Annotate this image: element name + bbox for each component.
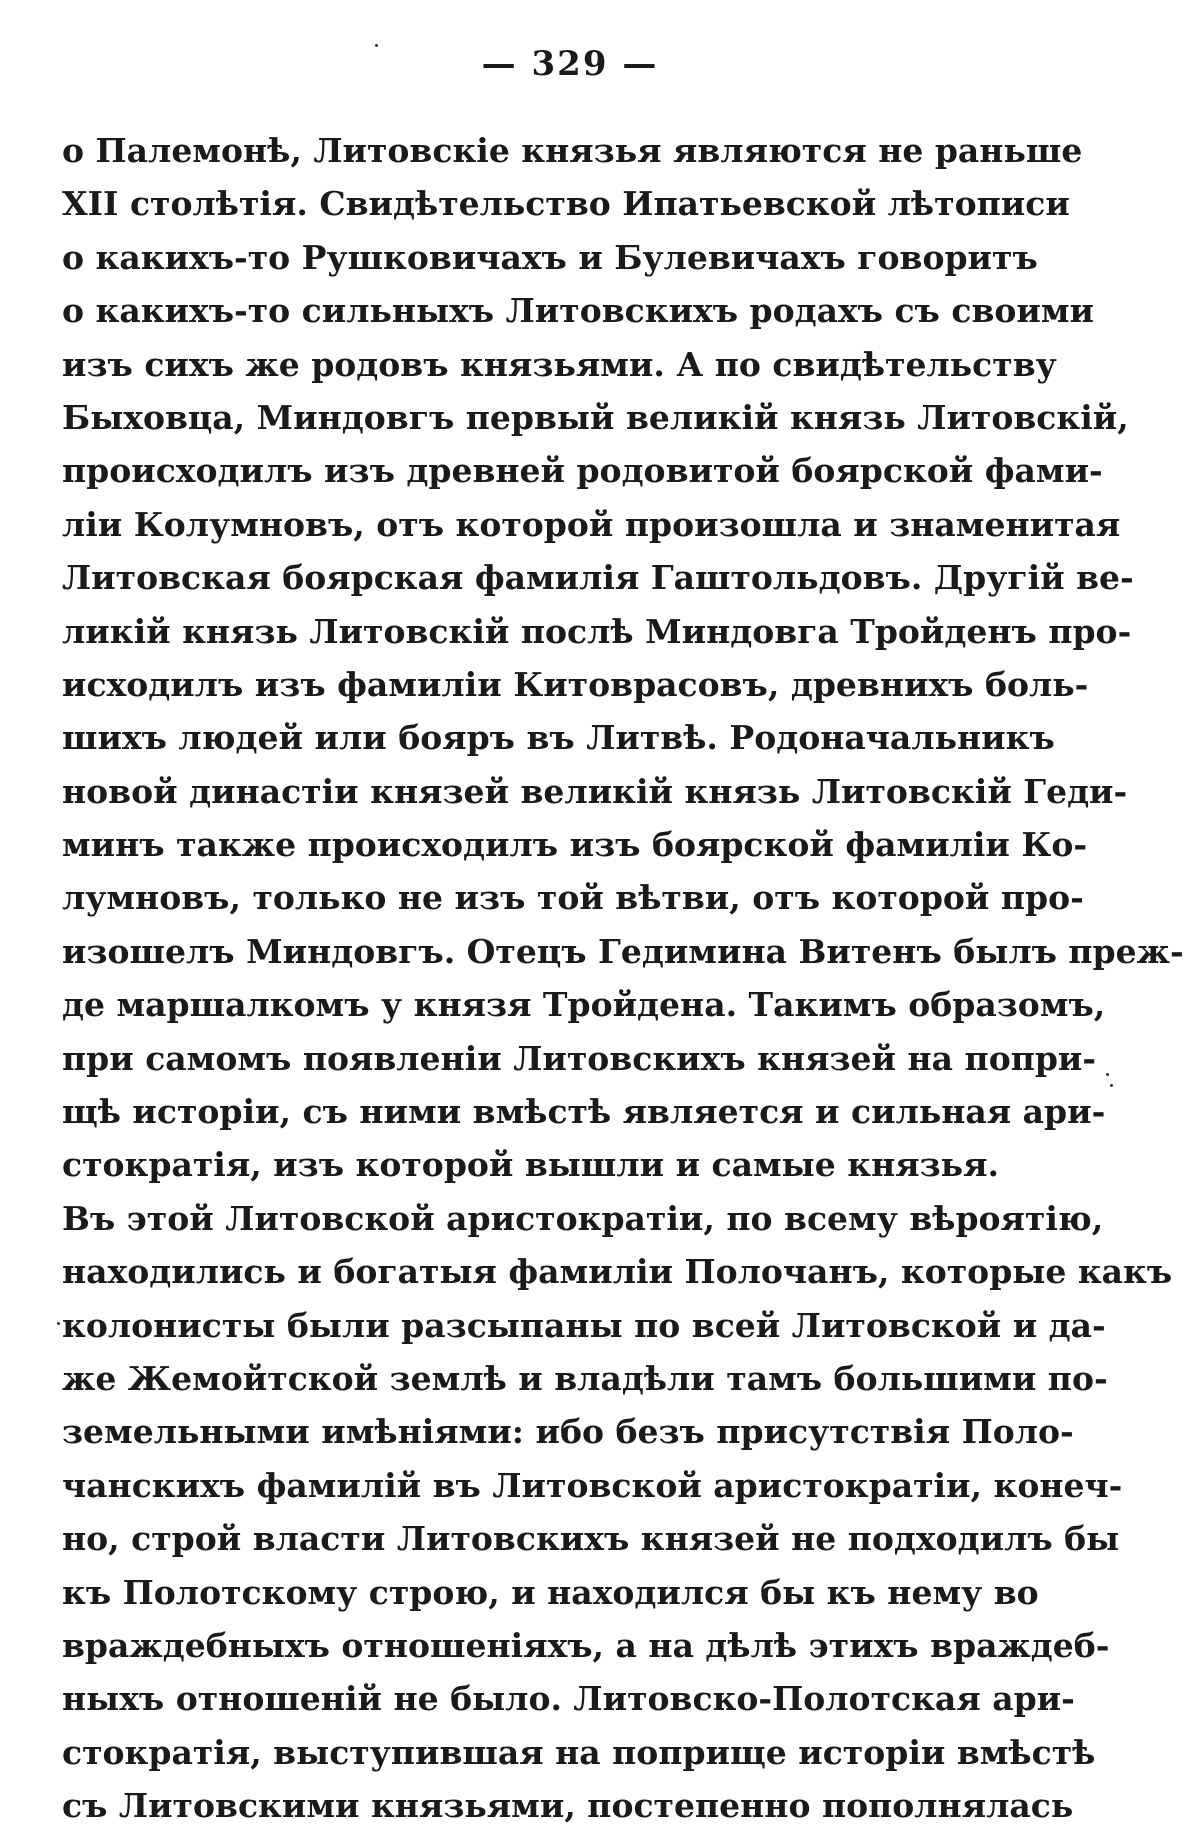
scan-speck: [1110, 1084, 1113, 1087]
text-line: съ Литовскими князьями, постепенно пополнялась: [62, 1786, 1074, 1826]
text-line: находились и богатыя фамиліи Полочанъ, которые какъ: [62, 1252, 1173, 1292]
text-line: при самомъ появленіи Литовскихъ князей на попри-: [62, 1038, 1097, 1078]
text-line: Въ этой Литовской аристократіи, по всему вѣроятію,: [62, 1198, 1104, 1238]
text-line: шихъ людей или бояръ въ Литвѣ. Родоначальникъ: [62, 718, 1055, 758]
scan-speck: [1106, 1073, 1109, 1076]
text-line: стократія, изъ которой вышли и самые князья.: [62, 1145, 999, 1185]
text-line: Литовская боярская фамилія Гаштольдовъ. Другій ве-: [62, 558, 1134, 598]
page-number: — 329 —: [481, 44, 659, 84]
text-line: но, строй власти Литовскихъ князей не подходилъ бы: [62, 1519, 1120, 1559]
text-line: же Жемойтской землѣ и владѣли тамъ большими по-: [62, 1358, 1108, 1398]
text-line: ныхъ отношеній не было. Литовско-Полотская ари-: [62, 1679, 1075, 1719]
text-line: изъ сихъ же родовъ князьями. А по свидѣтельству: [62, 344, 1057, 384]
text-line: о какихъ-то сильныхъ Литовскихъ родахъ съ своими: [62, 291, 1095, 331]
text-line: земельными имѣніями: ибо безъ присутствія Поло-: [62, 1412, 1074, 1452]
scan-speck: [375, 44, 378, 47]
text-line: колонисты были разсыпаны по всей Литовской и да-: [62, 1305, 1106, 1345]
body-text: [62, 124, 1184, 1833]
text-line: о какихъ-то Рушковичахъ и Булевичахъ говоритъ: [62, 237, 1038, 277]
text-line: чанскихъ фамилій въ Литовской аристократіи, конеч-: [62, 1465, 1123, 1505]
text-line: новой династіи князей великій князь Литовскій Геди-: [62, 771, 1128, 811]
text-line: къ Полотскому строю, и находился бы къ нему во: [62, 1572, 1039, 1612]
text-line: исходилъ изъ фамиліи Китоврасовъ, древнихъ боль-: [62, 664, 1089, 704]
text-line: минъ также происходилъ изъ боярской фамиліи Ко-: [62, 825, 1088, 865]
text-line: враждебныхъ отношеніяхъ, а на дѣлѣ этихъ враждеб-: [62, 1625, 1110, 1665]
text-line: о Палемонѣ, Литовскіе князья являются не раньше: [62, 131, 1083, 170]
text-line: ликій князь Литовскій послѣ Миндовга Тройденъ про-: [62, 611, 1132, 651]
text-line: де маршалкомъ у князя Тройдена. Такимъ образомъ,: [62, 985, 1106, 1025]
text-line: стократія, выступившая на поприще исторіи вмѣстѣ: [62, 1732, 1096, 1772]
text-line: лумновъ, только не изъ той вѣтви, отъ которой про-: [62, 878, 1084, 918]
scan-speck: [57, 1322, 60, 1325]
text-line: XII столѣтія. Свидѣтельство Ипатьевской лѣтописи: [62, 184, 1070, 224]
text-line: Быховца, Миндовгъ первый великій князь Литовскій,: [62, 397, 1129, 437]
text-line: щѣ исторіи, съ ними вмѣстѣ является и сильная ари-: [62, 1092, 1106, 1132]
text-line: происходилъ изъ древней родовитой боярской фами-: [62, 451, 1103, 491]
text-line: ліи Колумновъ, отъ которой произошла и знаменитая: [62, 504, 1121, 544]
text-line: изошелъ Миндовгъ. Отецъ Гедимина Витенъ былъ преж-: [62, 931, 1184, 971]
